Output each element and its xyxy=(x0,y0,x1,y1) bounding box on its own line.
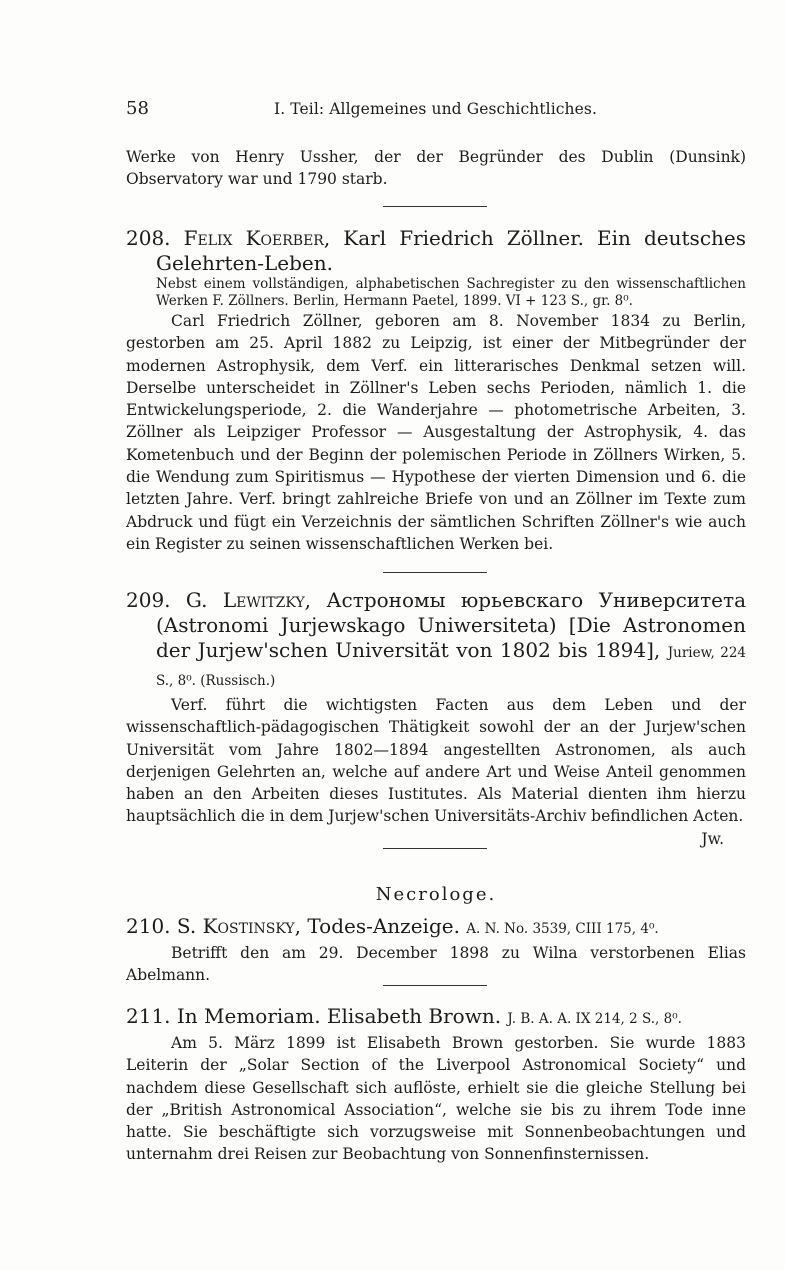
entry-209-reference: Juriew, 224 S., 8⁰. (Russisch.) xyxy=(156,645,747,689)
entry-211-body: Am 5. März 1899 ist Elisabeth Brown gestorben. Sie wurde 1883 Leiterin der „Solar Section of the Liverpool Astronomical Society“ und nachdem diese Gesellschaft sich auflöste, erhielt sie die gleiche Stellung bei der „British Astronomical Association“, welche sie bis zu ihrem Tode inne hatte. Sie beschäftigte sich vorzugsweise mit Sonnenbeobachtungen und unternahm drei Reisen zur Beobachtung von Sonnenfinsternissen. xyxy=(126,1034,746,1164)
entry-208-heading xyxy=(126,226,746,276)
entry-209-title: Астрономы юрьевскаго Университета (Astronomi Jurjewskago Uniwersiteta) [Die Astronomen der Jurjew'schen Universität von 1802 bis 1894], xyxy=(156,588,746,662)
entry-210-heading xyxy=(126,914,746,942)
entry-208-title: Karl Friedrich Zöllner. Ein deutsches Gelehrten-Leben. xyxy=(156,226,747,275)
entry-208 xyxy=(126,226,746,555)
divider xyxy=(383,985,487,986)
entry-211-title: In Memoriam. Elisabeth Brown. xyxy=(176,1004,502,1028)
section-heading: Necrologe. xyxy=(375,884,497,905)
entry-210-reference: A. N. No. 3539, CIII 175, 4⁰. xyxy=(466,921,659,937)
entry-211-number: 211. xyxy=(126,1004,171,1028)
page-header xyxy=(126,98,746,124)
entry-208-reference: Nebst einem vollständigen, alphabetischen Sachregister zu den wissenschaftlichen Werken F. Zöllners. Berlin, Hermann Paetel, 1899. VI + 123 S., gr. 8⁰. xyxy=(156,276,746,309)
divider xyxy=(383,848,487,849)
entry-208-author: Felix Koerber, xyxy=(183,226,331,250)
entry-209-body-text: Verf. führt die wichtigsten Facten aus dem Leben und der wissenschaftlich-pädagogischen Thätigkeit sowohl der an der Jurjew'schen Universität vom Jahre 1802—1894 angestellten Astronomen, als auch derjenigen Gelehrten an, welche auf andere Art und Weise Anteil genommen haben an den Arbeiten dieses Iustitutes. Als Material dienten ihm hierzu hauptsächlich die in dem Jurjew'schen Universitäts-Archiv befindlichen Acten. xyxy=(126,696,746,826)
entry-210-author: S. Kostinsky, xyxy=(176,914,301,938)
entry-209-signature: Jw. xyxy=(701,829,724,848)
entry-210 xyxy=(126,914,746,987)
page-number: 58 xyxy=(126,98,149,119)
entry-211-reference: J. B. A. A. IX 214, 2 S., 8⁰. xyxy=(507,1011,682,1027)
entry-209-author: G. Lewitzky, xyxy=(185,588,312,612)
running-title: I. Teil: Allgemeines und Geschichtliches. xyxy=(274,100,597,118)
divider xyxy=(383,572,487,573)
entry-211-heading xyxy=(126,1004,746,1032)
entry-209-number: 209. xyxy=(126,588,171,612)
entry-211 xyxy=(126,1004,746,1166)
entry-210-body: Betrifft den am 29. December 1898 zu Wilna verstorbenen Elias Abelmann. xyxy=(126,944,746,985)
intro-paragraph: Werke von Henry Ussher, der der Begründer des Dublin (Dunsink) Observatory war und 1790 starb. xyxy=(126,148,746,189)
entry-209 xyxy=(126,588,746,850)
entry-209-heading xyxy=(126,588,746,694)
entry-208-body: Carl Friedrich Zöllner, geboren am 8. November 1834 zu Berlin, gestorben am 25. April 1882 zu Leipzig, ist einer der Mitbegründer der modernen Astrophysik, dem Verf. ein litterarisches Denkmal setzen will. Derselbe unterscheidet in Zöllner's Leben sechs Perioden, nämlich 1. die Entwickelungsperiode, 2. die Wanderjahre — photometrische Arbeiten, 3. Zöllner als Leipziger Professor — Ausgestaltung der Astrophysik, 4. das Kometenbuch und der Beginn der polemischen Periode in Zöllners Wirken, 5. die Wendung zum Spiritismus — Hypothese der vierten Dimension und 6. die letzten Jahre. Verf. bringt zahlreiche Briefe von und an Zöllner im Texte zum Abdruck und fügt ein Verzeichnis der sämtlichen Schriften Zöllner's wie auch ein Register zu seinen wissenschaftlichen Werken bei. xyxy=(126,312,746,553)
entry-208-number: 208. xyxy=(126,226,171,250)
entry-210-number: 210. xyxy=(126,914,171,938)
divider xyxy=(383,206,487,207)
entry-209-body xyxy=(126,694,746,848)
entry-210-title: Todes-Anzeige. xyxy=(307,914,460,938)
